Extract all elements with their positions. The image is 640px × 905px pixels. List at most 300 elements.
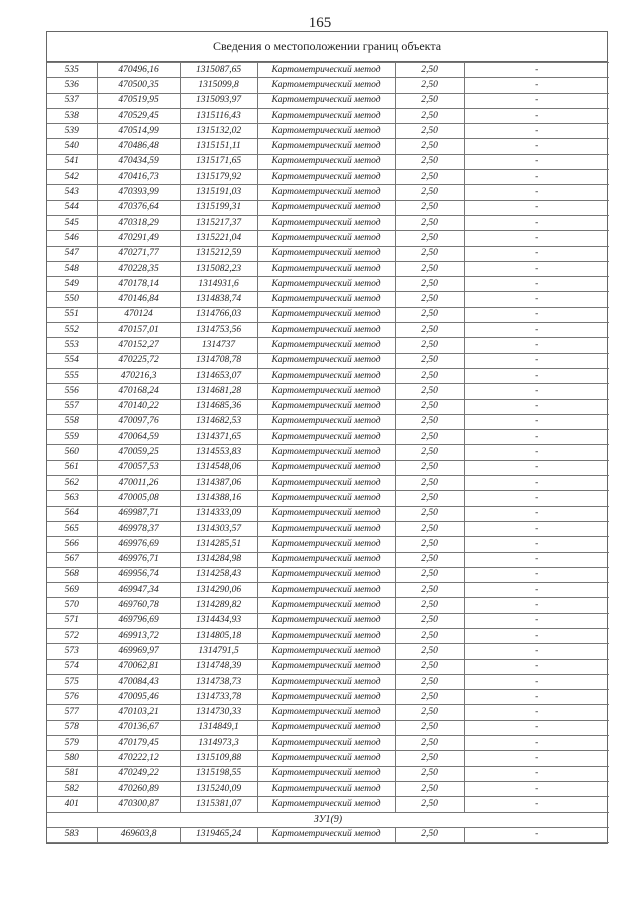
table-row: [47, 766, 609, 781]
point-number-cell: 541: [47, 154, 97, 169]
description-cell: -: [464, 246, 609, 261]
accuracy-cell: 2,50: [395, 338, 464, 353]
y-coordinate-cell: 1314333,09: [180, 506, 257, 521]
y-coordinate-cell: 1315240,09: [180, 781, 257, 796]
coordinates-table: [47, 62, 609, 843]
y-coordinate-cell: 1315132,02: [180, 124, 257, 139]
point-number-cell: 581: [47, 766, 97, 781]
y-coordinate-cell: 1314738,73: [180, 674, 257, 689]
table-row: [47, 430, 609, 445]
description-cell: -: [464, 108, 609, 123]
y-coordinate-cell: 1314285,51: [180, 537, 257, 552]
point-number-cell: 548: [47, 261, 97, 276]
description-cell: -: [464, 552, 609, 567]
accuracy-cell: 2,50: [395, 353, 464, 368]
point-number-cell: 574: [47, 659, 97, 674]
y-coordinate-cell: 1315109,88: [180, 751, 257, 766]
method-cell: Картометрический метод: [257, 414, 395, 429]
description-cell: -: [464, 598, 609, 613]
point-number-cell: 583: [47, 827, 97, 842]
x-coordinate-cell: 470500,35: [97, 78, 180, 93]
x-coordinate-cell: 470434,59: [97, 154, 180, 169]
description-cell: -: [464, 215, 609, 230]
accuracy-cell: 2,50: [395, 781, 464, 796]
table-row: [47, 751, 609, 766]
point-number-cell: 547: [47, 246, 97, 261]
x-coordinate-cell: 470011,26: [97, 476, 180, 491]
table-row: [47, 491, 609, 506]
x-coordinate-cell: 470057,53: [97, 460, 180, 475]
point-number-cell: 539: [47, 124, 97, 139]
table-row: [47, 552, 609, 567]
description-cell: -: [464, 78, 609, 93]
accuracy-cell: 2,50: [395, 277, 464, 292]
point-number-cell: 582: [47, 781, 97, 796]
method-cell: Картометрический метод: [257, 552, 395, 567]
accuracy-cell: 2,50: [395, 644, 464, 659]
accuracy-cell: 2,50: [395, 506, 464, 521]
point-number-cell: 579: [47, 736, 97, 751]
point-number-cell: 580: [47, 751, 97, 766]
y-coordinate-cell: 1314708,78: [180, 353, 257, 368]
y-coordinate-cell: 1314849,1: [180, 720, 257, 735]
x-coordinate-cell: 469947,34: [97, 583, 180, 598]
y-coordinate-cell: 1315087,65: [180, 63, 257, 78]
table-row: [47, 506, 609, 521]
y-coordinate-cell: 1314753,56: [180, 323, 257, 338]
method-cell: Картометрический метод: [257, 598, 395, 613]
accuracy-cell: 2,50: [395, 368, 464, 383]
method-cell: Картометрический метод: [257, 674, 395, 689]
y-coordinate-cell: 1314791,5: [180, 644, 257, 659]
method-cell: Картометрический метод: [257, 491, 395, 506]
accuracy-cell: 2,50: [395, 215, 464, 230]
y-coordinate-cell: 1314682,53: [180, 414, 257, 429]
method-cell: Картометрический метод: [257, 93, 395, 108]
x-coordinate-cell: 469976,71: [97, 552, 180, 567]
point-number-cell: 571: [47, 613, 97, 628]
accuracy-cell: 2,50: [395, 674, 464, 689]
table-row: [47, 827, 609, 842]
table-row: [47, 521, 609, 536]
accuracy-cell: 2,50: [395, 552, 464, 567]
y-coordinate-cell: 1314931,6: [180, 277, 257, 292]
x-coordinate-cell: 470146,84: [97, 292, 180, 307]
table-row: [47, 185, 609, 200]
x-coordinate-cell: 470124: [97, 307, 180, 322]
table-row: [47, 797, 609, 812]
method-cell: Картометрический метод: [257, 736, 395, 751]
x-coordinate-cell: 469969,97: [97, 644, 180, 659]
description-cell: -: [464, 506, 609, 521]
y-coordinate-cell: 1314388,16: [180, 491, 257, 506]
method-cell: Картометрический метод: [257, 506, 395, 521]
y-coordinate-cell: 1314387,06: [180, 476, 257, 491]
description-cell: -: [464, 537, 609, 552]
method-cell: Картометрический метод: [257, 705, 395, 720]
method-cell: Картометрический метод: [257, 277, 395, 292]
accuracy-cell: 2,50: [395, 124, 464, 139]
table-row: [47, 307, 609, 322]
accuracy-cell: 2,50: [395, 659, 464, 674]
method-cell: Картометрический метод: [257, 613, 395, 628]
table-row: [47, 292, 609, 307]
y-coordinate-cell: 1315151,11: [180, 139, 257, 154]
accuracy-cell: 2,50: [395, 154, 464, 169]
accuracy-cell: 2,50: [395, 108, 464, 123]
description-cell: -: [464, 307, 609, 322]
accuracy-cell: 2,50: [395, 567, 464, 582]
y-coordinate-cell: 1314737: [180, 338, 257, 353]
description-cell: -: [464, 521, 609, 536]
accuracy-cell: 2,50: [395, 751, 464, 766]
y-coordinate-cell: 1314733,78: [180, 690, 257, 705]
y-coordinate-cell: 1315099,8: [180, 78, 257, 93]
accuracy-cell: 2,50: [395, 200, 464, 215]
point-number-cell: 562: [47, 476, 97, 491]
x-coordinate-cell: 470519,95: [97, 93, 180, 108]
description-cell: -: [464, 720, 609, 735]
point-number-cell: 538: [47, 108, 97, 123]
y-coordinate-cell: 1314303,57: [180, 521, 257, 536]
point-number-cell: 557: [47, 399, 97, 414]
accuracy-cell: 2,50: [395, 231, 464, 246]
table-row: [47, 261, 609, 276]
accuracy-cell: 2,50: [395, 827, 464, 842]
point-number-cell: 554: [47, 353, 97, 368]
method-cell: Картометрический метод: [257, 567, 395, 582]
method-cell: Картометрический метод: [257, 460, 395, 475]
method-cell: Картометрический метод: [257, 353, 395, 368]
table-row: [47, 139, 609, 154]
x-coordinate-cell: 470228,35: [97, 261, 180, 276]
table-row: [47, 323, 609, 338]
y-coordinate-cell: 1314371,65: [180, 430, 257, 445]
y-coordinate-cell: 1314434,93: [180, 613, 257, 628]
table-row: [47, 613, 609, 628]
method-cell: Картометрический метод: [257, 215, 395, 230]
method-cell: Картометрический метод: [257, 384, 395, 399]
description-cell: -: [464, 567, 609, 582]
method-cell: Картометрический метод: [257, 644, 395, 659]
description-cell: -: [464, 491, 609, 506]
accuracy-cell: 2,50: [395, 491, 464, 506]
description-cell: -: [464, 827, 609, 842]
point-number-cell: 536: [47, 78, 97, 93]
point-number-cell: 549: [47, 277, 97, 292]
x-coordinate-cell: 470136,67: [97, 720, 180, 735]
method-cell: Картометрический метод: [257, 521, 395, 536]
y-coordinate-cell: 1315179,92: [180, 170, 257, 185]
y-coordinate-cell: 1315198,55: [180, 766, 257, 781]
point-number-cell: 573: [47, 644, 97, 659]
accuracy-cell: 2,50: [395, 246, 464, 261]
description-cell: -: [464, 751, 609, 766]
method-cell: Картометрический метод: [257, 399, 395, 414]
coordinates-table-body: [47, 63, 609, 843]
y-coordinate-cell: 1314973,3: [180, 736, 257, 751]
x-coordinate-cell: 469956,74: [97, 567, 180, 582]
x-coordinate-cell: 469760,78: [97, 598, 180, 613]
accuracy-cell: 2,50: [395, 537, 464, 552]
table-row: [47, 598, 609, 613]
point-number-cell: 563: [47, 491, 97, 506]
point-number-cell: 575: [47, 674, 97, 689]
x-coordinate-cell: 470157,01: [97, 323, 180, 338]
point-number-cell: 543: [47, 185, 97, 200]
method-cell: Картометрический метод: [257, 583, 395, 598]
x-coordinate-cell: 470249,22: [97, 766, 180, 781]
method-cell: Картометрический метод: [257, 170, 395, 185]
method-cell: Картометрический метод: [257, 154, 395, 169]
method-cell: Картометрический метод: [257, 63, 395, 78]
accuracy-cell: 2,50: [395, 323, 464, 338]
method-cell: Картометрический метод: [257, 78, 395, 93]
table-row: [47, 399, 609, 414]
description-cell: -: [464, 781, 609, 796]
description-cell: -: [464, 292, 609, 307]
table-row: [47, 154, 609, 169]
method-cell: Картометрический метод: [257, 368, 395, 383]
table-title: Сведения о местоположении границ объекта: [47, 32, 607, 62]
method-cell: Картометрический метод: [257, 781, 395, 796]
x-coordinate-cell: 470005,08: [97, 491, 180, 506]
point-number-cell: 572: [47, 628, 97, 643]
method-cell: Картометрический метод: [257, 124, 395, 139]
accuracy-cell: 2,50: [395, 139, 464, 154]
point-number-cell: 545: [47, 215, 97, 230]
description-cell: -: [464, 323, 609, 338]
method-cell: Картометрический метод: [257, 751, 395, 766]
y-coordinate-cell: 1314766,03: [180, 307, 257, 322]
point-number-cell: 566: [47, 537, 97, 552]
x-coordinate-cell: 470529,45: [97, 108, 180, 123]
x-coordinate-cell: 469796,69: [97, 613, 180, 628]
y-coordinate-cell: 1314290,06: [180, 583, 257, 598]
x-coordinate-cell: 470216,3: [97, 368, 180, 383]
accuracy-cell: 2,50: [395, 170, 464, 185]
table-row: [47, 215, 609, 230]
description-cell: -: [464, 705, 609, 720]
table-row: [47, 537, 609, 552]
accuracy-cell: 2,50: [395, 307, 464, 322]
y-coordinate-cell: 1314258,43: [180, 567, 257, 582]
table-row: [47, 460, 609, 475]
table-row: [47, 170, 609, 185]
y-coordinate-cell: 1314284,98: [180, 552, 257, 567]
table-row: [47, 108, 609, 123]
description-cell: -: [464, 93, 609, 108]
x-coordinate-cell: 470376,64: [97, 200, 180, 215]
y-coordinate-cell: 1314653,07: [180, 368, 257, 383]
x-coordinate-cell: 470062,81: [97, 659, 180, 674]
point-number-cell: 556: [47, 384, 97, 399]
table-row: [47, 63, 609, 78]
accuracy-cell: 2,50: [395, 445, 464, 460]
point-number-cell: 553: [47, 338, 97, 353]
point-number-cell: 552: [47, 323, 97, 338]
point-number-cell: 559: [47, 430, 97, 445]
x-coordinate-cell: 469987,71: [97, 506, 180, 521]
method-cell: Картометрический метод: [257, 108, 395, 123]
accuracy-cell: 2,50: [395, 705, 464, 720]
y-coordinate-cell: 1315171,65: [180, 154, 257, 169]
description-cell: -: [464, 690, 609, 705]
point-number-cell: 577: [47, 705, 97, 720]
accuracy-cell: 2,50: [395, 690, 464, 705]
description-cell: -: [464, 170, 609, 185]
method-cell: Картометрический метод: [257, 537, 395, 552]
point-number-cell: 576: [47, 690, 97, 705]
description-cell: -: [464, 384, 609, 399]
x-coordinate-cell: 470059,25: [97, 445, 180, 460]
y-coordinate-cell: 1319465,24: [180, 827, 257, 842]
point-number-cell: 560: [47, 445, 97, 460]
accuracy-cell: 2,50: [395, 414, 464, 429]
accuracy-cell: 2,50: [395, 736, 464, 751]
method-cell: Картометрический метод: [257, 323, 395, 338]
x-coordinate-cell: 470179,45: [97, 736, 180, 751]
table-row: [47, 93, 609, 108]
y-coordinate-cell: 1315191,03: [180, 185, 257, 200]
x-coordinate-cell: 469603,8: [97, 827, 180, 842]
point-number-cell: 567: [47, 552, 97, 567]
x-coordinate-cell: 470514,99: [97, 124, 180, 139]
x-coordinate-cell: 470416,73: [97, 170, 180, 185]
point-number-cell: 550: [47, 292, 97, 307]
accuracy-cell: 2,50: [395, 613, 464, 628]
y-coordinate-cell: 1315212,59: [180, 246, 257, 261]
point-number-cell: 542: [47, 170, 97, 185]
table-row: [47, 445, 609, 460]
table-row: [47, 674, 609, 689]
method-cell: Картометрический метод: [257, 797, 395, 812]
table-row: [47, 246, 609, 261]
x-coordinate-cell: 470222,12: [97, 751, 180, 766]
y-coordinate-cell: 1314748,39: [180, 659, 257, 674]
table-row: [47, 644, 609, 659]
table-row: [47, 628, 609, 643]
accuracy-cell: 2,50: [395, 598, 464, 613]
x-coordinate-cell: 469913,72: [97, 628, 180, 643]
method-cell: Картометрический метод: [257, 827, 395, 842]
y-coordinate-cell: 1315199,31: [180, 200, 257, 215]
accuracy-cell: 2,50: [395, 63, 464, 78]
method-cell: Картометрический метод: [257, 246, 395, 261]
description-cell: -: [464, 368, 609, 383]
accuracy-cell: 2,50: [395, 476, 464, 491]
table-row: [47, 124, 609, 139]
description-cell: -: [464, 353, 609, 368]
x-coordinate-cell: 470095,46: [97, 690, 180, 705]
method-cell: Картометрический метод: [257, 139, 395, 154]
x-coordinate-cell: 470271,77: [97, 246, 180, 261]
y-coordinate-cell: 1315093,97: [180, 93, 257, 108]
point-number-cell: 565: [47, 521, 97, 536]
x-coordinate-cell: 470140,22: [97, 399, 180, 414]
y-coordinate-cell: 1314838,74: [180, 292, 257, 307]
accuracy-cell: 2,50: [395, 261, 464, 276]
table-row: [47, 659, 609, 674]
description-cell: -: [464, 460, 609, 475]
description-cell: -: [464, 63, 609, 78]
y-coordinate-cell: 1314685,36: [180, 399, 257, 414]
description-cell: -: [464, 414, 609, 429]
accuracy-cell: 2,50: [395, 720, 464, 735]
table-row: [47, 277, 609, 292]
point-number-cell: 540: [47, 139, 97, 154]
accuracy-cell: 2,50: [395, 185, 464, 200]
point-number-cell: 401: [47, 797, 97, 812]
x-coordinate-cell: 470225,72: [97, 353, 180, 368]
table-row: [47, 78, 609, 93]
table-row: [47, 200, 609, 215]
table-row: [47, 231, 609, 246]
description-cell: -: [464, 797, 609, 812]
point-number-cell: 569: [47, 583, 97, 598]
method-cell: Картометрический метод: [257, 628, 395, 643]
x-coordinate-cell: 470486,48: [97, 139, 180, 154]
point-number-cell: 564: [47, 506, 97, 521]
method-cell: Картометрический метод: [257, 292, 395, 307]
description-cell: -: [464, 399, 609, 414]
x-coordinate-cell: 470260,89: [97, 781, 180, 796]
point-number-cell: 555: [47, 368, 97, 383]
x-coordinate-cell: 470291,49: [97, 231, 180, 246]
description-cell: -: [464, 261, 609, 276]
method-cell: Картометрический метод: [257, 659, 395, 674]
accuracy-cell: 2,50: [395, 766, 464, 781]
x-coordinate-cell: 470300,87: [97, 797, 180, 812]
page-number: 165: [308, 15, 332, 31]
description-cell: -: [464, 231, 609, 246]
table-row: [47, 353, 609, 368]
description-cell: -: [464, 430, 609, 445]
method-cell: Картометрический метод: [257, 338, 395, 353]
table-row: [47, 720, 609, 735]
x-coordinate-cell: 470152,27: [97, 338, 180, 353]
description-cell: -: [464, 139, 609, 154]
accuracy-cell: 2,50: [395, 384, 464, 399]
section-label: ЗУ1(9): [47, 812, 609, 827]
x-coordinate-cell: 470393,99: [97, 185, 180, 200]
description-cell: -: [464, 659, 609, 674]
accuracy-cell: 2,50: [395, 93, 464, 108]
table-row: [47, 476, 609, 491]
accuracy-cell: 2,50: [395, 460, 464, 475]
point-number-cell: 561: [47, 460, 97, 475]
y-coordinate-cell: 1314289,82: [180, 598, 257, 613]
description-cell: -: [464, 124, 609, 139]
method-cell: Картометрический метод: [257, 445, 395, 460]
description-cell: -: [464, 674, 609, 689]
description-cell: -: [464, 445, 609, 460]
description-cell: -: [464, 277, 609, 292]
point-number-cell: 568: [47, 567, 97, 582]
table-row: [47, 736, 609, 751]
method-cell: Картометрический метод: [257, 430, 395, 445]
description-cell: -: [464, 338, 609, 353]
method-cell: Картометрический метод: [257, 231, 395, 246]
x-coordinate-cell: 470496,16: [97, 63, 180, 78]
point-number-cell: 546: [47, 231, 97, 246]
description-cell: -: [464, 154, 609, 169]
coordinates-sheet: [46, 31, 608, 844]
point-number-cell: 537: [47, 93, 97, 108]
y-coordinate-cell: 1315381,07: [180, 797, 257, 812]
x-coordinate-cell: 470084,43: [97, 674, 180, 689]
table-row: [47, 583, 609, 598]
